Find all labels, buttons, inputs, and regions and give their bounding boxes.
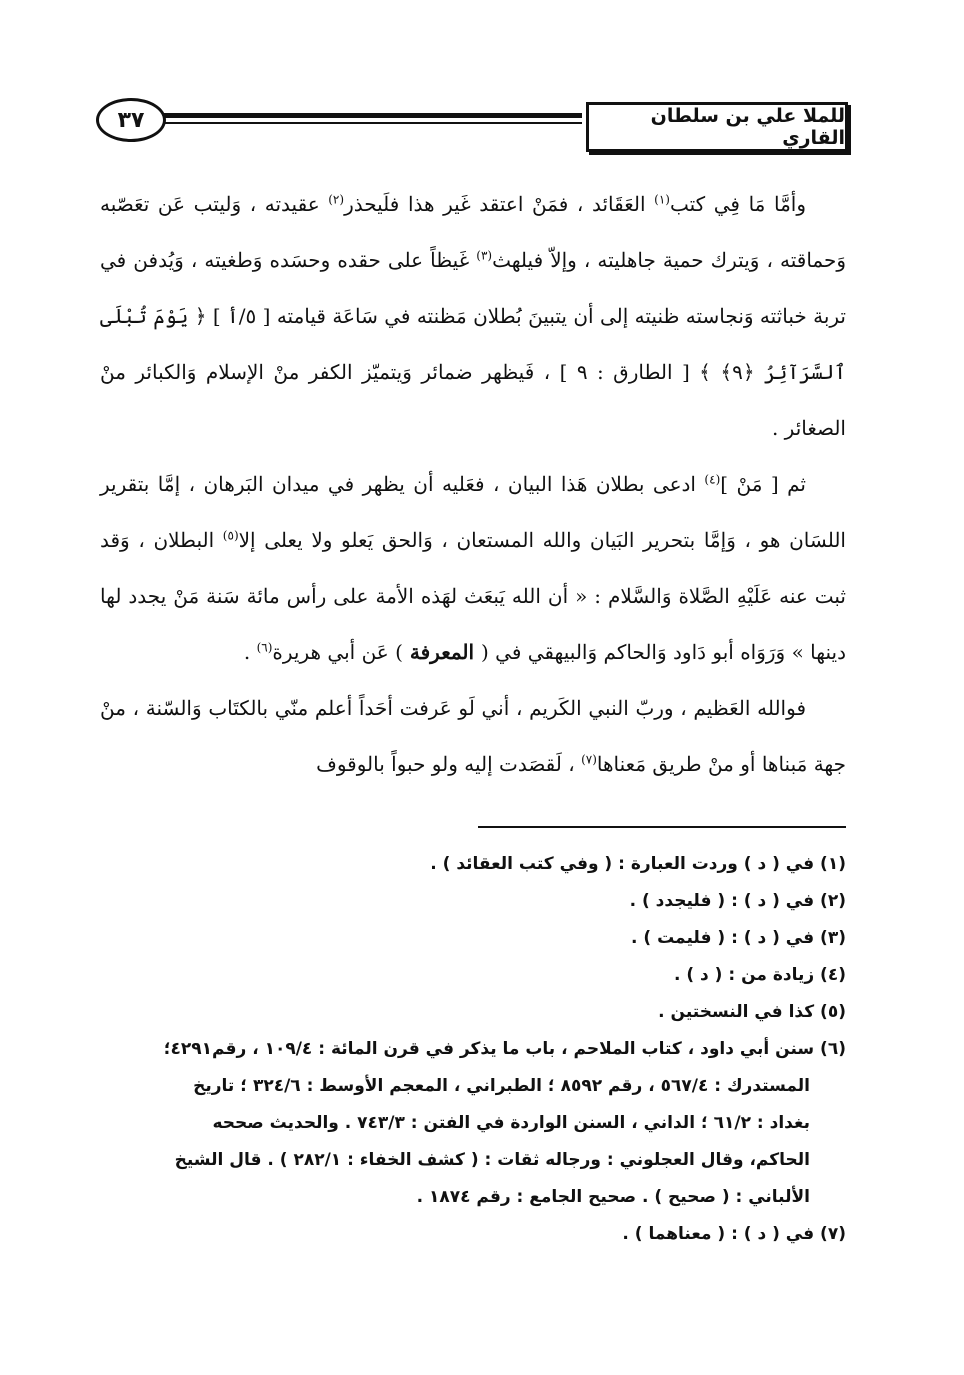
footnote-ref-7: (٧) bbox=[581, 752, 597, 767]
footnote-6-line-5: الألباني : ( صحيح ) . صحيح الجامع : رقم ١٨٧٤ . bbox=[416, 1187, 810, 1207]
p2-text-d: ) عَن أبي هريرة bbox=[272, 640, 403, 664]
footnote-6-line-3: بغداد : ٦١/٢ ؛ الداني ، السنن الواردة في الفتن : ٧٤٣/٣ . والحديث صححه bbox=[212, 1113, 810, 1133]
footnote-ref-4: (٤) bbox=[704, 472, 721, 487]
header-rule-thick bbox=[164, 113, 582, 118]
footnote-2: (٢) في ( د ) : ( فليجدد ) . bbox=[629, 891, 846, 911]
paragraph-3 bbox=[100, 680, 846, 792]
p1-text-b: العَقَائد ، فمَنْ اعتقد غَير هذا فلَيحذر bbox=[344, 192, 655, 216]
p2-text-b: ادعى بطلان هَذا البيان ، فعَليه أن يظهر في ميدان البَرهان ، إمَّا بتقرير اللسَان هو ، وَإمَّا بتحرير البَيان والله المستعان ، وَالحق يَعلو ولا يعلى إلا bbox=[100, 472, 846, 552]
footnote-ref-1: (١) bbox=[654, 192, 670, 207]
p3-text-b: ، لَقصَدت إليه ولو حبواً بالوقوف bbox=[316, 752, 582, 776]
p2-bold-title: المعرفة bbox=[402, 640, 482, 664]
footnote-ref-5: (٥) bbox=[222, 528, 239, 543]
footnote-6-line-1: (٦) سنن أبي داود ، كتاب الملاحم ، باب ما يذكر في قرن المائة : ١٠٩/٤ ، رقم٤٢٩١؛ bbox=[163, 1039, 846, 1059]
footnote-ref-6: (٦) bbox=[256, 640, 273, 655]
p3-text-a: فوالله العَظيم ، وربّ النبي الكَريم ، أني لَو عَرفت أحَداً أعلم منّي بالكتَاب وَالسّنة ، منْ جهة مَبناها أو منْ طريق مَعناها bbox=[100, 696, 846, 776]
footnote-7: (٧) في ( د ) : ( معناهما ) . bbox=[622, 1224, 846, 1244]
paragraph-2 bbox=[100, 456, 846, 680]
main-text bbox=[100, 176, 846, 792]
header-rule-thin bbox=[164, 122, 582, 124]
footnote-separator bbox=[478, 826, 846, 828]
p2-text-a: ثم [ مَنْ ] bbox=[720, 472, 806, 496]
footnotes bbox=[100, 846, 846, 1253]
footnote-3: (٣) في ( د ) : ( فليمت ) . bbox=[631, 928, 846, 948]
footnote-5: (٥) كذا في النسختين . bbox=[658, 1002, 846, 1022]
p1-text-a: وأمَّا مَا فِي كتب bbox=[669, 192, 806, 216]
footnote-6-line-2: المستدرك : ٥٦٧/٤ ، رقم ٨٥٩٢ ؛ الطبراني ، المعجم الأوسط : ٣٢٤/٦ ؛ تاريخ bbox=[193, 1076, 810, 1096]
footnote-ref-2: (٢) bbox=[328, 192, 345, 207]
p1-text-c: عقيدته ، وَليتب عَن تعَصّبه وَحماقته ، وَيترك حمية جاهليته ، وإلاّ فيلهث bbox=[100, 192, 847, 272]
page-number: ٣٧ bbox=[96, 98, 166, 142]
running-header bbox=[96, 96, 848, 160]
footnote-6 bbox=[100, 1031, 846, 1216]
p2-text-e: . bbox=[243, 640, 257, 664]
footnote-4: (٤) زيادة من : ( د ) . bbox=[673, 965, 846, 985]
p2-text-c: البطلان ، وَقد ثبت عنه عَلَيْهِ الصَّلاة وَالسَّلام : « أن الله يَبعَث لهَذه الأمة على رأس مائة سَنة مَنْ يجدد لها دينها » وَرَوَاه أبو دَاود وَالحاكم وَالبيهقي في ( bbox=[100, 528, 846, 664]
footnote-6-line-4: الحاكم، وقال العجلوني : ورجاله ثقات : ( كشف الخفاء : ٢٨٢/١ ) . قال الشيخ bbox=[174, 1150, 810, 1170]
running-title: للملا علي بن سلطان القاري bbox=[586, 102, 848, 152]
footnote-ref-3: (٣) bbox=[476, 248, 493, 263]
footnote-1: (١) في ( د ) وردت العبارة : ( وفي كتب العقائد ) . bbox=[430, 854, 846, 874]
p1-text-d: غَيظاً على حقده وحسَده وَطغيته ، وَيُدفن في تربة خباثته وَنجاسته ظنيته إلى أن يتبينَ بُطلان مَظنته في سَاعَة قيامته [ ٥/أ ] ﴿ يَوْمَ تُبْلَى ٱلسَّرَآئِرُ ﴿٩﴾ ﴾ [ الطارق : ٩ ] ، فَيظهر ضمائر وَيتميّز الكفر منْ الإسلام وَالكبائر منْ الصغائر . bbox=[100, 248, 846, 440]
paragraph-1 bbox=[100, 176, 846, 456]
